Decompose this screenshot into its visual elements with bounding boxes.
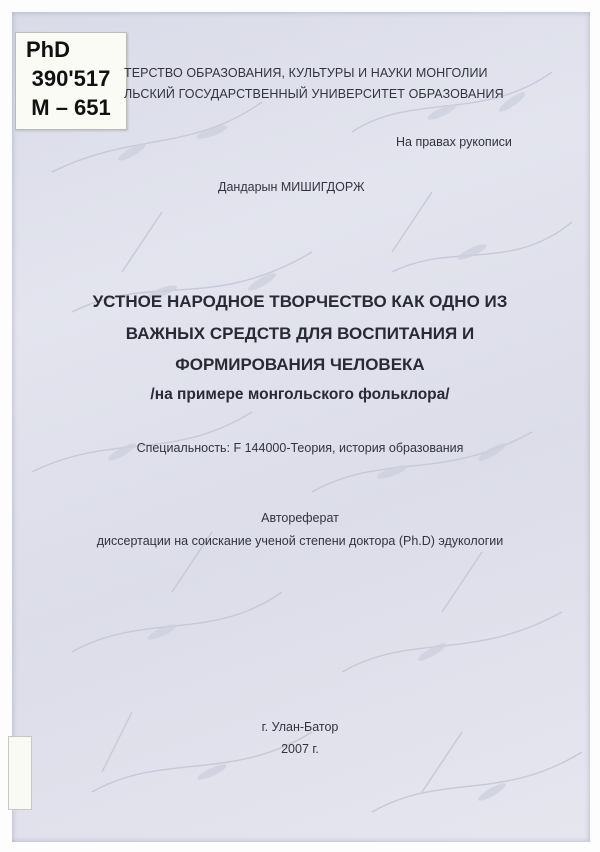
library-stamp <box>15 32 127 130</box>
stamp-line-2: 390'517 <box>31 66 111 91</box>
city: г. Улан-Батор <box>261 720 339 734</box>
stamp-line-3: M – 651 <box>31 95 111 120</box>
title-line-1: УСТНОЕ НАРОДНОЕ ТВОРЧЕСТВО КАК ОДНО ИЗ <box>92 292 508 311</box>
university-name: ЛЬСКИЙ ГОСУДАРСТВЕННЫЙ УНИВЕРСИТЕТ ОБРАЗОВАНИЯ <box>124 87 504 101</box>
title-line-2: ВАЖНЫХ СРЕДСТВ ДЛЯ ВОСПИТАНИЯ И <box>125 324 475 343</box>
abstract-label: Автореферат <box>261 511 339 525</box>
author-name: Дандарын МИШИГДОРЖ <box>218 180 365 194</box>
year: 2007 г. <box>281 742 319 756</box>
title-line-3: ФОРМИРОВАНИЯ ЧЕЛОВЕКА <box>175 355 425 374</box>
specialty: Специальность: F 144000-Теория, история образования <box>136 441 464 455</box>
abstract-description: диссертации на соискание ученой степени доктора (Ph.D) эдукологии <box>96 534 504 548</box>
ministry-name: ТЕРСТВО ОБРАЗОВАНИЯ, КУЛЬТУРЫ И НАУКИ МОНГОЛИИ <box>124 66 488 80</box>
stamp-line-1: PhD <box>26 37 70 62</box>
title-subtitle: /на примере монгольского фольклора/ <box>150 386 450 403</box>
manuscript-note: На правах рукописи <box>396 135 512 149</box>
